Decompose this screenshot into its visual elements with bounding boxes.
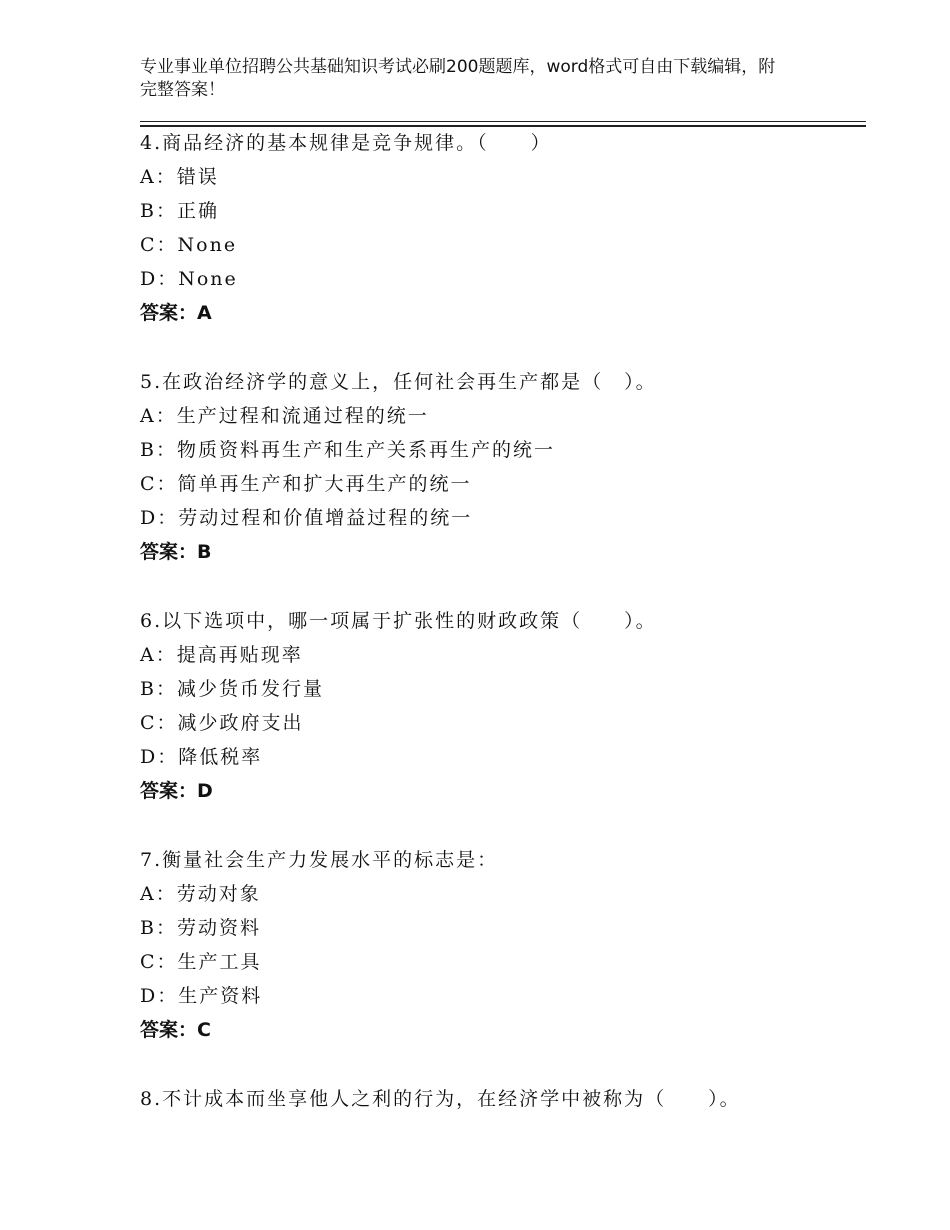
- option-a: A：劳动对象: [140, 883, 261, 905]
- option-d: D：生产资料: [140, 985, 263, 1007]
- option-b: B：减少货币发行量: [140, 678, 324, 700]
- answer-label: 答案：A: [140, 302, 212, 324]
- document-header: 专业事业单位招聘公共基础知识考试必刷200题题库，word格式可自由下载编辑，附完整答案！: [140, 57, 776, 100]
- question-stem: 4.商品经济的基本规律是竞争规律。（ ）: [140, 132, 552, 154]
- option-a: A：提高再贴现率: [140, 644, 303, 666]
- option-d: D：降低税率: [140, 746, 263, 768]
- option-c: C：减少政府支出: [140, 712, 304, 734]
- answer-label: 答案：C: [140, 1019, 211, 1041]
- answer-label: 答案：B: [140, 541, 212, 563]
- question-stem: 7.衡量社会生产力发展水平的标志是：: [140, 849, 499, 871]
- question-stem: 8.不计成本而坐享他人之利的行为，在经济学中被称为（ ）。: [140, 1088, 741, 1110]
- question-stem: 5.在政治经济学的意义上，任何社会再生产都是（ ）。: [140, 371, 657, 393]
- option-b: B：正确: [140, 200, 219, 222]
- option-b: B：物质资料再生产和生产关系再生产的统一: [140, 439, 555, 461]
- option-d: D：None: [140, 268, 238, 290]
- question-8: [140, 1082, 860, 1116]
- option-c: C：简单再生产和扩大再生产的统一: [140, 473, 472, 495]
- question-5: [140, 365, 860, 569]
- option-c: C：None: [140, 234, 238, 256]
- question-6: [140, 604, 860, 808]
- option-a: A：错误: [140, 166, 219, 188]
- question-4: [140, 126, 860, 330]
- answer-label: 答案：D: [140, 780, 213, 802]
- option-c: C：生产工具: [140, 951, 262, 973]
- header-divider-thin: [140, 121, 866, 122]
- option-b: B：劳动资料: [140, 917, 261, 939]
- option-d: D：劳动过程和价值增益过程的统一: [140, 507, 473, 529]
- option-a: A：生产过程和流通过程的统一: [140, 405, 429, 427]
- question-7: [140, 843, 860, 1047]
- question-stem: 6.以下选项中，哪一项属于扩张性的财政政策（ ）。: [140, 610, 657, 632]
